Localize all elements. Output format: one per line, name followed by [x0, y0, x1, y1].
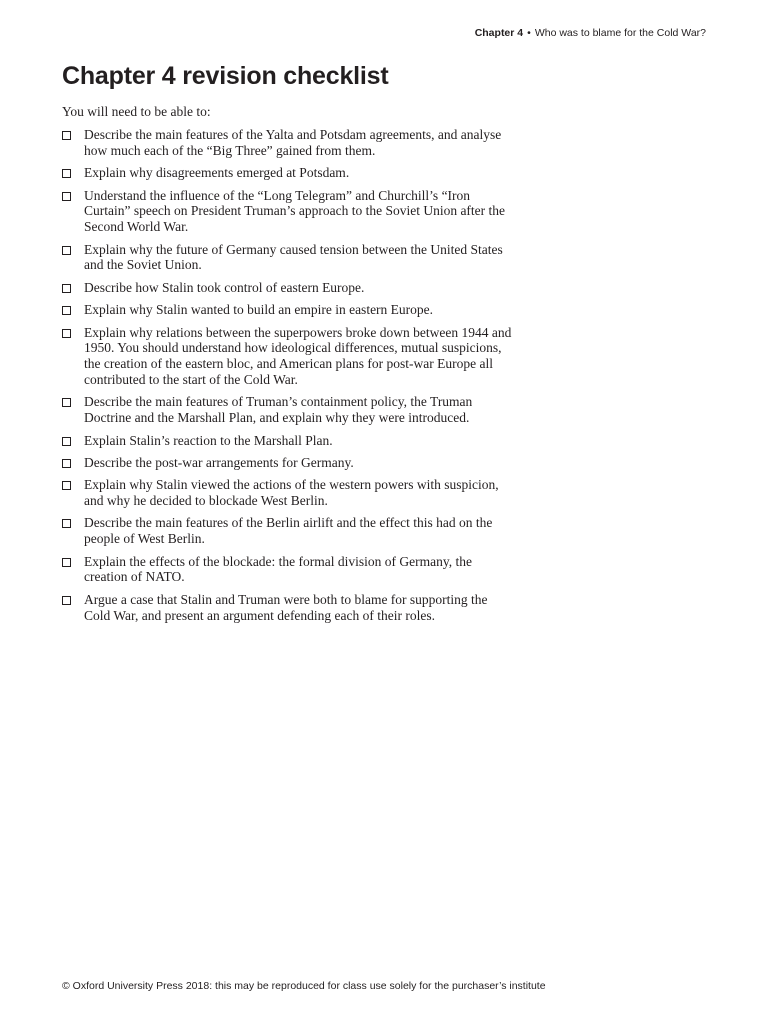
checkbox-icon[interactable] [62, 596, 71, 605]
checklist-item [62, 592, 512, 624]
checklist-item-text: Describe the main features of Truman’s containment policy, the Truman Doctrine and the Marshall Plan, and explain why they were introduced. [84, 394, 473, 426]
checklist-item-text: Explain why Stalin wanted to build an empire in eastern Europe. [84, 302, 434, 318]
checklist-item-text: Explain Stalin’s reaction to the Marshall Plan. [84, 432, 333, 448]
checklist-item [62, 280, 512, 296]
checkbox-icon[interactable] [62, 284, 71, 293]
checkbox-icon[interactable] [62, 558, 71, 567]
checklist-item [62, 188, 512, 235]
checklist-item [62, 455, 512, 471]
checklist-item-text: Describe how Stalin took control of eastern Europe. [84, 279, 365, 295]
checklist-item-text: Describe the main features of the Berlin airlift and the effect this had on the people of West Berlin. [84, 515, 493, 547]
revision-checklist [62, 127, 512, 630]
checkbox-icon[interactable] [62, 329, 71, 338]
checkbox-icon[interactable] [62, 192, 71, 201]
running-head-separator: • [527, 27, 531, 39]
checklist-item [62, 127, 512, 159]
checklist-item-text: Explain why Stalin viewed the actions of the western powers with suspicion, and why he decided to blockade West Berlin. [84, 477, 499, 509]
checklist-item-text: Argue a case that Stalin and Truman were both to blame for supporting the Cold War, and present an argument defending each of their roles. [84, 591, 488, 623]
checkbox-icon[interactable] [62, 246, 71, 255]
checklist-item [62, 554, 512, 586]
checkbox-icon[interactable] [62, 437, 71, 446]
checklist-item-text: Describe the post-war arrangements for Germany. [84, 454, 354, 470]
running-head-chapter: Chapter 4 [474, 27, 524, 39]
checkbox-icon[interactable] [62, 169, 71, 178]
copyright-footer: © Oxford University Press 2018: this may be reproduced for class use solely for the purchaser’s institute [62, 980, 546, 992]
checkbox-icon[interactable] [62, 131, 71, 140]
page-title: Chapter 4 revision checklist [62, 62, 389, 90]
checklist-item-text: Explain why the future of Germany caused tension between the United States and the Soviet Union. [84, 241, 503, 273]
checklist-item [62, 165, 512, 181]
checkbox-icon[interactable] [62, 306, 71, 315]
checklist-item-text: Explain the effects of the blockade: the formal division of Germany, the creation of NATO. [84, 553, 472, 585]
checklist-item-text: Explain why disagreements emerged at Potsdam. [84, 165, 350, 181]
running-head-subtitle: Who was to blame for the Cold War? [534, 27, 706, 39]
checkbox-icon[interactable] [62, 481, 71, 490]
checkbox-icon[interactable] [62, 459, 71, 468]
checklist-item [62, 302, 512, 318]
checklist-item [62, 515, 512, 547]
checkbox-icon[interactable] [62, 398, 71, 407]
checklist-item [62, 394, 512, 426]
checklist-item-text: Describe the main features of the Yalta and Potsdam agreements, and analyse how much each of the “Big Three” gained from them. [84, 127, 502, 158]
checklist-item-text: Understand the influence of the “Long Telegram” and Churchill’s “Iron Curtain” speech on President Truman’s approach to the Soviet Union after the Second World War. [84, 187, 506, 235]
checklist-item [62, 433, 512, 449]
intro-text: You will need to be able to: [62, 104, 211, 119]
checklist-item [62, 325, 512, 388]
running-head [475, 27, 706, 39]
checklist-item-text: Explain why relations between the superpowers broke down between 1944 and 1950. You should understand how ideological differences, mutual suspicions, the creation of the eastern bloc, and American plans for post-war Europe all contributed to the start of the Cold War. [84, 324, 512, 387]
checklist-item [62, 477, 512, 509]
checklist-item [62, 242, 512, 274]
checkbox-icon[interactable] [62, 519, 71, 528]
